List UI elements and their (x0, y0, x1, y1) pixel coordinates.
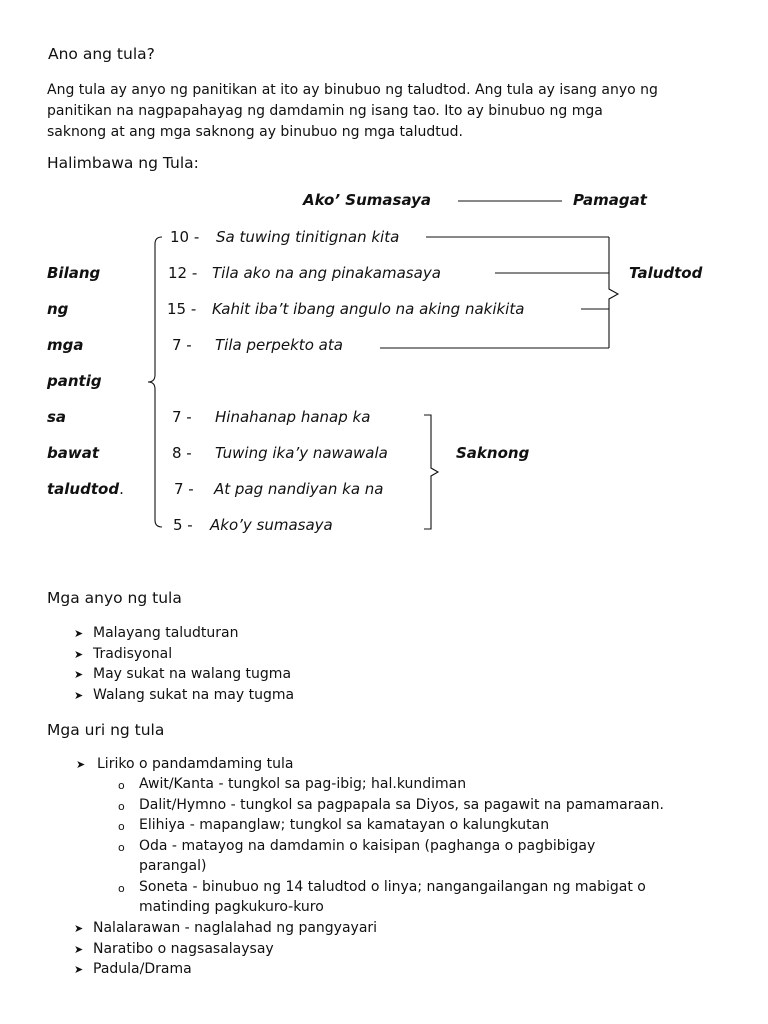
saknong-brace (424, 415, 438, 529)
arrowhead-bullet-icon: ➤ (74, 922, 84, 935)
sub-list-item: Awit/Kanta - tungkol sa pag-ibig; hal.kundiman (139, 776, 467, 792)
syllable-count: 8 - (172, 444, 192, 462)
list-item: Malayang taludturan (93, 625, 239, 641)
sub-list-item-continued: matinding pagkukuro-kuro (139, 899, 324, 915)
page-title: Ano ang tula? (48, 45, 155, 63)
poem-line: Hinahanap hanap ka (215, 408, 371, 426)
arrowhead-bullet-icon: ➤ (74, 689, 84, 702)
types-heading: Mga uri ng tula (47, 721, 165, 739)
syllable-count: 7 - (174, 480, 194, 498)
arrowhead-bullet-icon: ➤ (76, 758, 86, 771)
syllable-count: 5 - (173, 516, 193, 534)
list-item: Naratibo o nagsasalaysay (93, 941, 274, 957)
title-label: Pamagat (573, 191, 647, 209)
intro-line-1: Ang tula ay anyo ng panitikan at ito ay binubuo ng taludtod. Ang tula ay isang anyo ng (47, 82, 658, 98)
arrowhead-bullet-icon: ➤ (74, 668, 84, 681)
poem-title: Ako’ Sumasaya (303, 191, 431, 209)
list-item: Liriko o pandamdaming tula (97, 756, 294, 772)
example-heading: Halimbawa ng Tula: (47, 154, 199, 172)
intro-line-2: panitikan na nagpapahayag ng damdamin ng isang tao. Ito ay binubuo ng mga (47, 103, 603, 119)
list-item: Walang sukat na may tugma (93, 687, 295, 703)
left-label-word: ng (47, 300, 69, 318)
syllable-count: 7 - (172, 336, 192, 354)
arrowhead-bullet-icon: ➤ (74, 963, 84, 976)
circle-bullet-icon: o (118, 800, 125, 813)
arrowhead-bullet-icon: ➤ (74, 627, 84, 640)
list-item: May sukat na walang tugma (93, 666, 292, 682)
saknong-label: Saknong (456, 444, 530, 462)
sub-list-item: Dalit/Hymno - tungkol sa pagpapala sa Diyos, sa pagawit na pamamaraan. (139, 797, 664, 813)
taludtod-brace (609, 237, 618, 348)
poem-line: Kahit iba’t ibang angulo na aking nakikita (212, 300, 525, 318)
syllable-count: 15 - (167, 300, 197, 318)
forms-heading: Mga anyo ng tula (47, 589, 182, 607)
poem-line: At pag nandiyan ka na (214, 480, 384, 498)
poem-line: Ako’y sumasaya (210, 516, 333, 534)
syllable-count: 10 - (170, 228, 200, 246)
sub-list-item-continued: parangal) (139, 858, 207, 874)
circle-bullet-icon: o (118, 779, 125, 792)
circle-bullet-icon: o (118, 841, 125, 854)
sub-list-item: Elihiya - mapanglaw; tungkol sa kamatayan o kalungkutan (139, 817, 550, 833)
intro-line-3: saknong at ang mga saknong ay binubuo ng mga taludtud. (47, 124, 463, 140)
left-label-word: sa (47, 408, 67, 426)
left-label-word: Bilang (47, 264, 101, 282)
left-label-word: pantig (47, 372, 102, 390)
list-item: Padula/Drama (93, 961, 192, 977)
poem-line: Tila ako na ang pinakamasaya (212, 264, 441, 282)
left-label-word: taludtod. (47, 480, 124, 498)
circle-bullet-icon: o (118, 882, 125, 895)
arrowhead-bullet-icon: ➤ (74, 648, 84, 661)
list-item: Tradisyonal (93, 646, 173, 662)
poem-line: Sa tuwing tinitignan kita (216, 228, 400, 246)
arrowhead-bullet-icon: ➤ (74, 943, 84, 956)
left-brace (148, 237, 162, 527)
sub-list-item: Oda - matayog na damdamin o kaisipan (paghanga o pagbibigay (139, 838, 596, 854)
circle-bullet-icon: o (118, 820, 125, 833)
poem-line: Tila perpekto ata (215, 336, 343, 354)
left-label-word: bawat (47, 444, 100, 462)
syllable-count: 12 - (168, 264, 198, 282)
sub-list-item: Soneta - binubuo ng 14 taludtod o linya; nangangailangan ng mabigat o (139, 879, 646, 895)
syllable-count: 7 - (172, 408, 192, 426)
taludtod-label: Taludtod (629, 264, 703, 282)
list-item: Nalalarawan - naglalahad ng pangyayari (93, 920, 378, 936)
left-label-word: mga (47, 336, 84, 354)
poem-line: Tuwing ika’y nawawala (215, 444, 388, 462)
